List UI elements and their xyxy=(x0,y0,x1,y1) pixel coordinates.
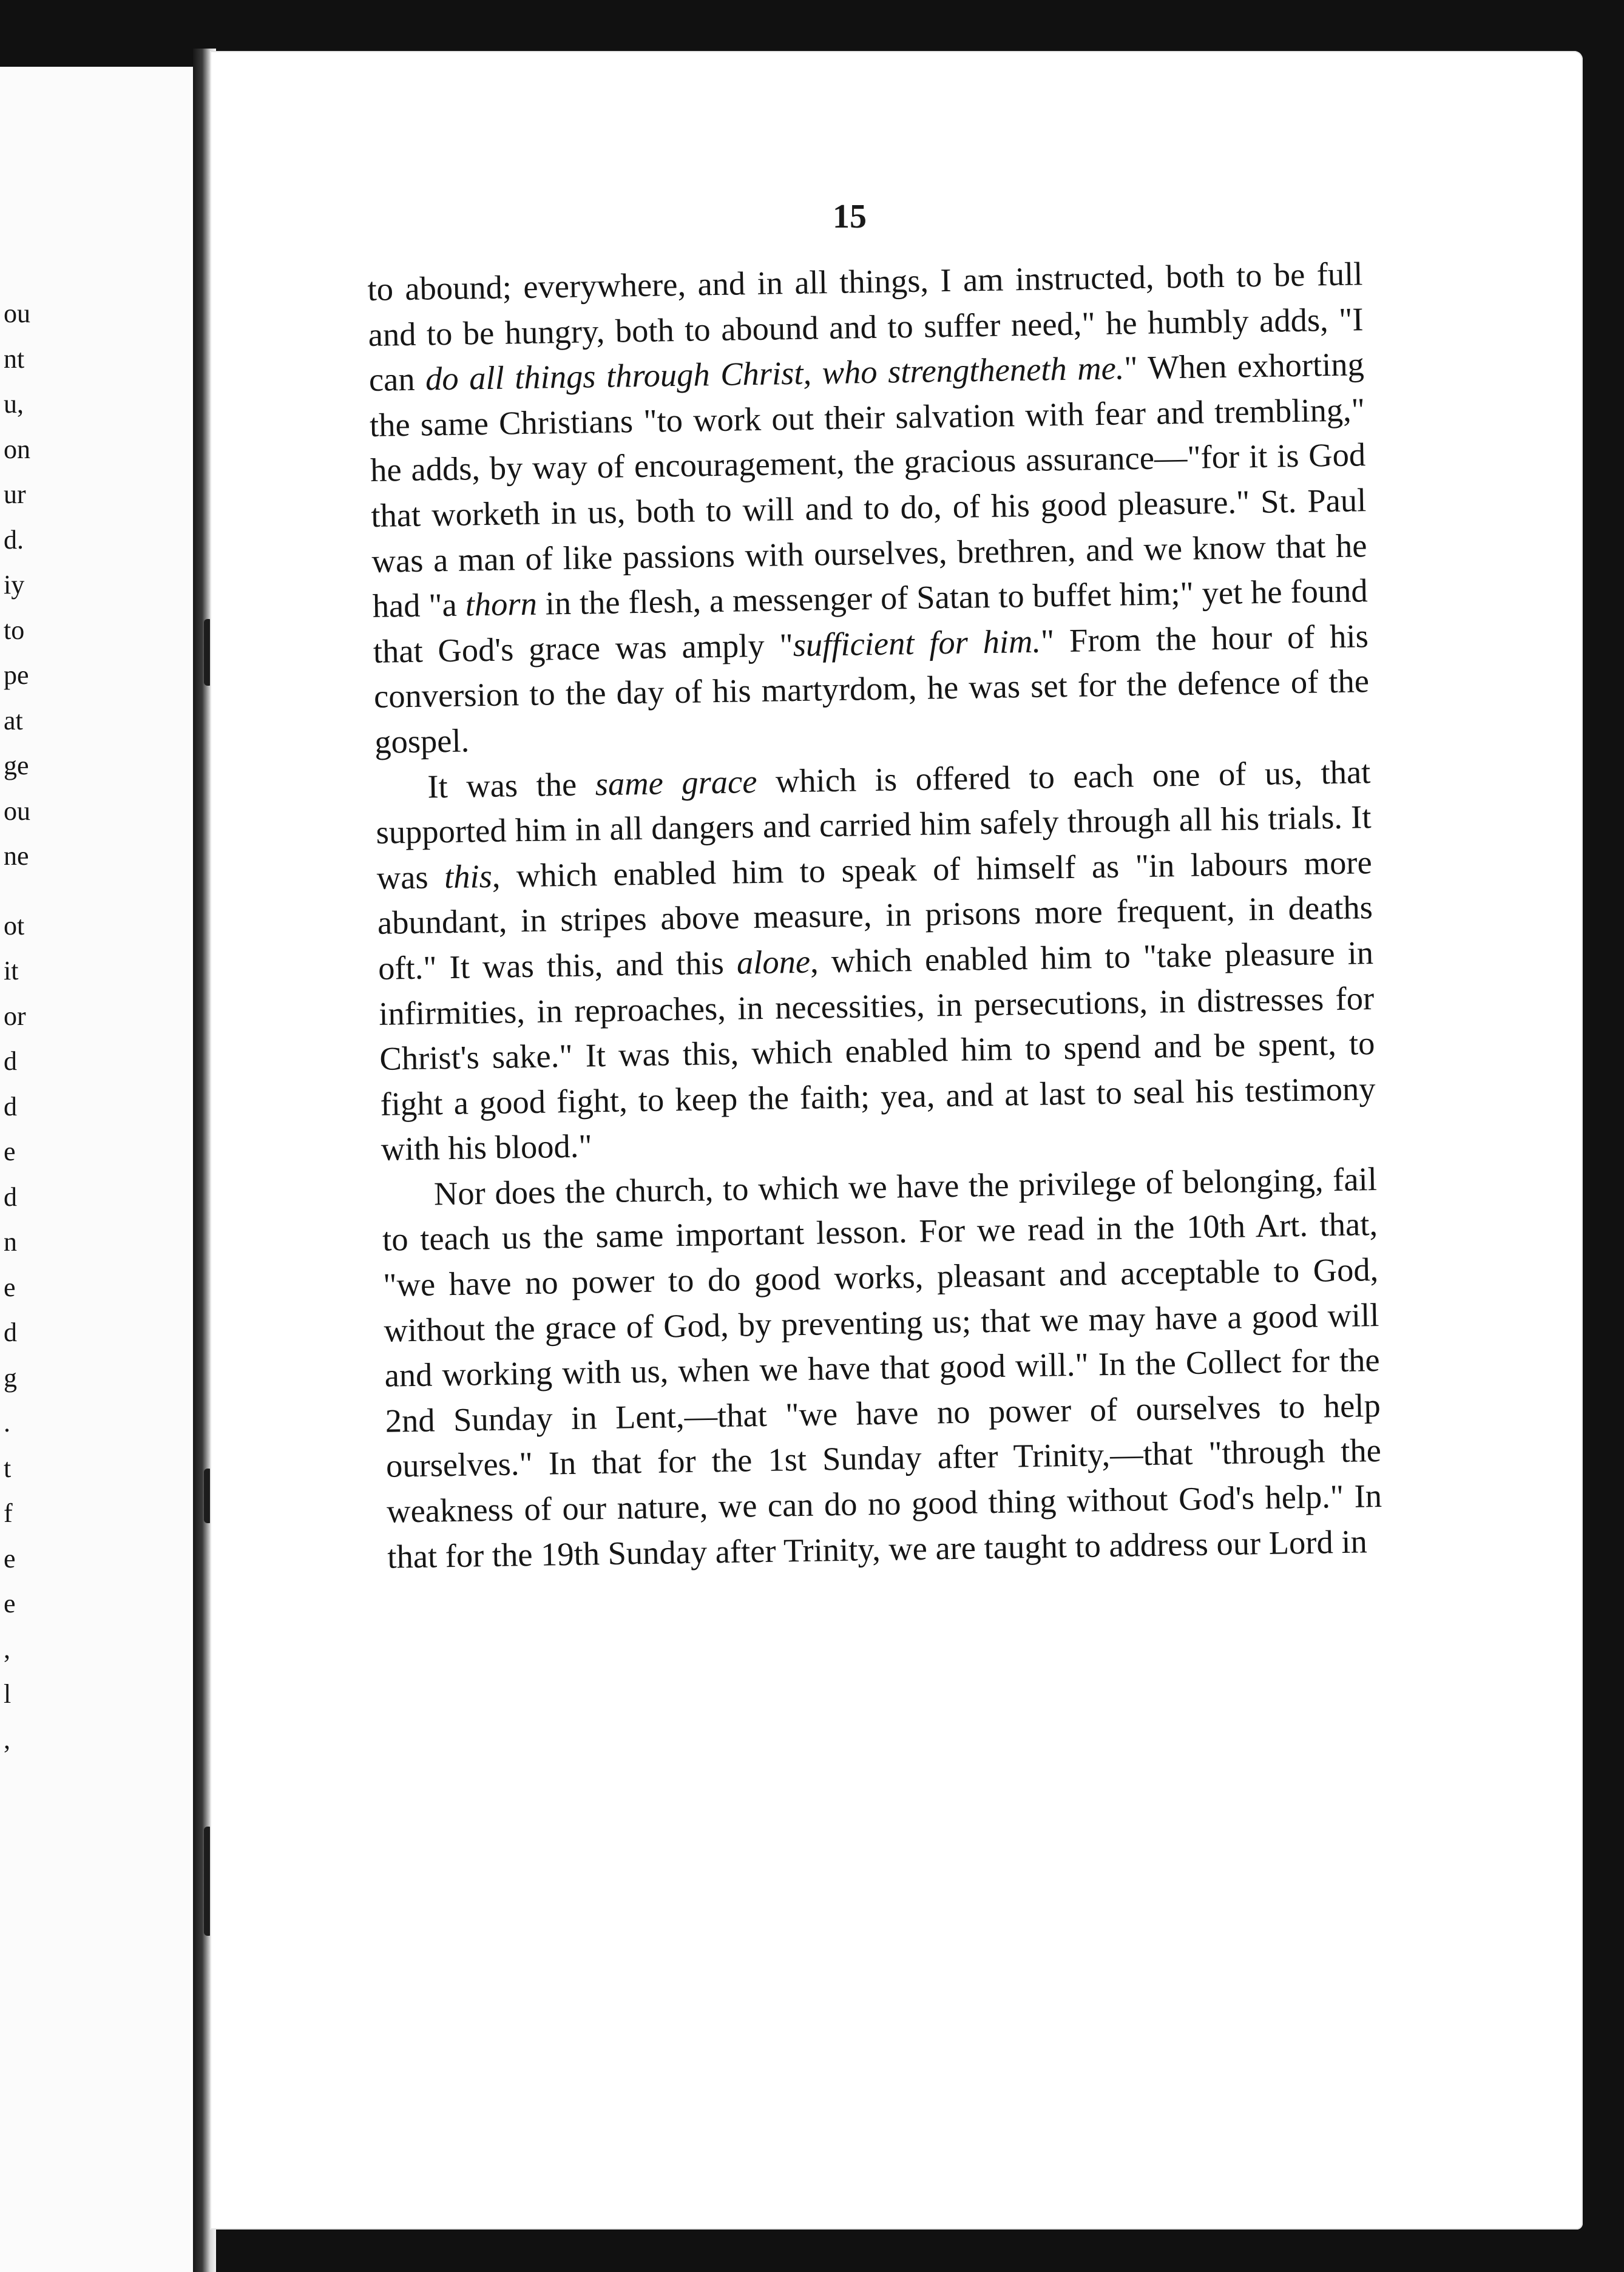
left-page-fragment: d xyxy=(4,1182,17,1212)
text-run: " When exhorting the same Christians "to work out their salvation with fear and trembling," he adds, by way of encouragement, the gracious assurance—"for it is God that worketh in us, both to will and to do, of his good pleasure." St. Paul was a man of like passions with ourselves, brethren, and we know that he had "a xyxy=(369,345,1367,625)
left-page-fragment: d xyxy=(4,1046,17,1076)
left-page-fragment: ge xyxy=(4,751,29,780)
italic-run: this xyxy=(444,857,493,895)
left-page-text-fragments xyxy=(0,67,193,2272)
left-page-fragment: ne xyxy=(4,841,29,871)
left-page-fragment: d. xyxy=(4,524,24,555)
left-page-fragment: e xyxy=(4,1272,16,1302)
left-page-fragment: . xyxy=(4,1408,10,1438)
left-page-fragment: it xyxy=(4,956,19,986)
left-page-fragment: ur xyxy=(4,479,26,509)
left-page-fragment: u, xyxy=(4,389,24,419)
page-number: 15 xyxy=(833,198,867,235)
left-facing-page xyxy=(0,67,197,2272)
left-page-fragment: , xyxy=(4,1724,10,1754)
left-page-fragment: iy xyxy=(4,570,25,600)
text-run: It was the xyxy=(427,765,596,805)
italic-run: thorn xyxy=(465,584,538,623)
left-page-fragment: ou xyxy=(4,796,30,826)
left-page-fragment: g xyxy=(4,1362,17,1393)
text-run: " From the hour of his conversion to the day of his martyrdom, he was set for the defence of the gospel. xyxy=(373,617,1370,760)
left-page-fragment: to xyxy=(4,615,25,645)
left-page-fragment: on xyxy=(4,434,30,464)
paragraph xyxy=(375,749,1376,1172)
left-page-fragment: t xyxy=(4,1453,12,1483)
left-page-fragment: e xyxy=(4,1543,16,1574)
left-page-fragment: n xyxy=(4,1227,17,1257)
italic-run: do all things through Christ, who strengtheneth me. xyxy=(425,349,1125,397)
left-page-fragment: pe xyxy=(4,660,29,690)
left-page-fragment: d xyxy=(4,1317,17,1347)
left-page-fragment: e xyxy=(4,1589,16,1618)
italic-run: sufficient for him. xyxy=(793,622,1041,663)
left-page-fragment: or xyxy=(4,1001,26,1031)
left-page-fragment: f xyxy=(4,1498,13,1528)
left-page-fragment: nt xyxy=(4,343,25,374)
left-page-fragment: l xyxy=(4,1679,12,1709)
paragraph xyxy=(381,1157,1382,1580)
left-page-fragment: ot xyxy=(4,910,25,941)
left-page-fragment: ou xyxy=(4,299,30,328)
italic-run: same grace xyxy=(595,762,757,802)
text-run: , which enabled him to speak of himself as "in labours more abundant, in stripes above measure, in prisons more frequent, in deaths oft." It was this, and this xyxy=(377,843,1373,987)
left-page-fragment: d xyxy=(4,1091,17,1121)
text-run: in the flesh, a messenger of Satan to buffet him;" yet he found that God's grace was amply " xyxy=(373,572,1369,670)
left-page-fragment: , xyxy=(4,1634,10,1664)
text-run: to abound; everywhere, and in all things, I am instructed, both to be full and to be hungry, both to abound and to suffer need," he humbly adds, "I can xyxy=(367,255,1364,399)
text-run: Nor does the church, to which we have the privilege of belonging, fail to teach us the same important lesson. For we read in the 10th Art. that, "we have no power to do good works, pleasant and acceptable to God, without the grace of God, by preventing us; that we may have a good will and working with us, when we have that good will." In the Collect for the 2nd Sunday in Lent,—that "we have no power of ourselves to help ourselves." In that for the 1st Sunday after Trinity,—that "through the weakness of our nature, we can do no good thing without God's help." In that for the 19th Sunday after Trinity, we are taught to address our Lord in xyxy=(382,1160,1382,1575)
italic-run: alone xyxy=(736,942,811,981)
left-page-fragment: at xyxy=(4,705,23,735)
left-page-fragment: e xyxy=(4,1137,16,1166)
text-run: , which enabled him to "take pleasure in infirmities, in reproaches, in necessities, in persecutions, in distresses for Christ's sake." It was this, which enabled him to spend and be spent, to fight a good fight, to keep the faith; yea, and at last to seal his testimony with his blood." xyxy=(378,934,1376,1168)
body-text xyxy=(367,251,1383,1580)
text-run: which is offered to each one of us, that supported him in all dangers and carried him safely through all his trials. It was xyxy=(376,752,1372,896)
paragraph xyxy=(367,251,1370,765)
